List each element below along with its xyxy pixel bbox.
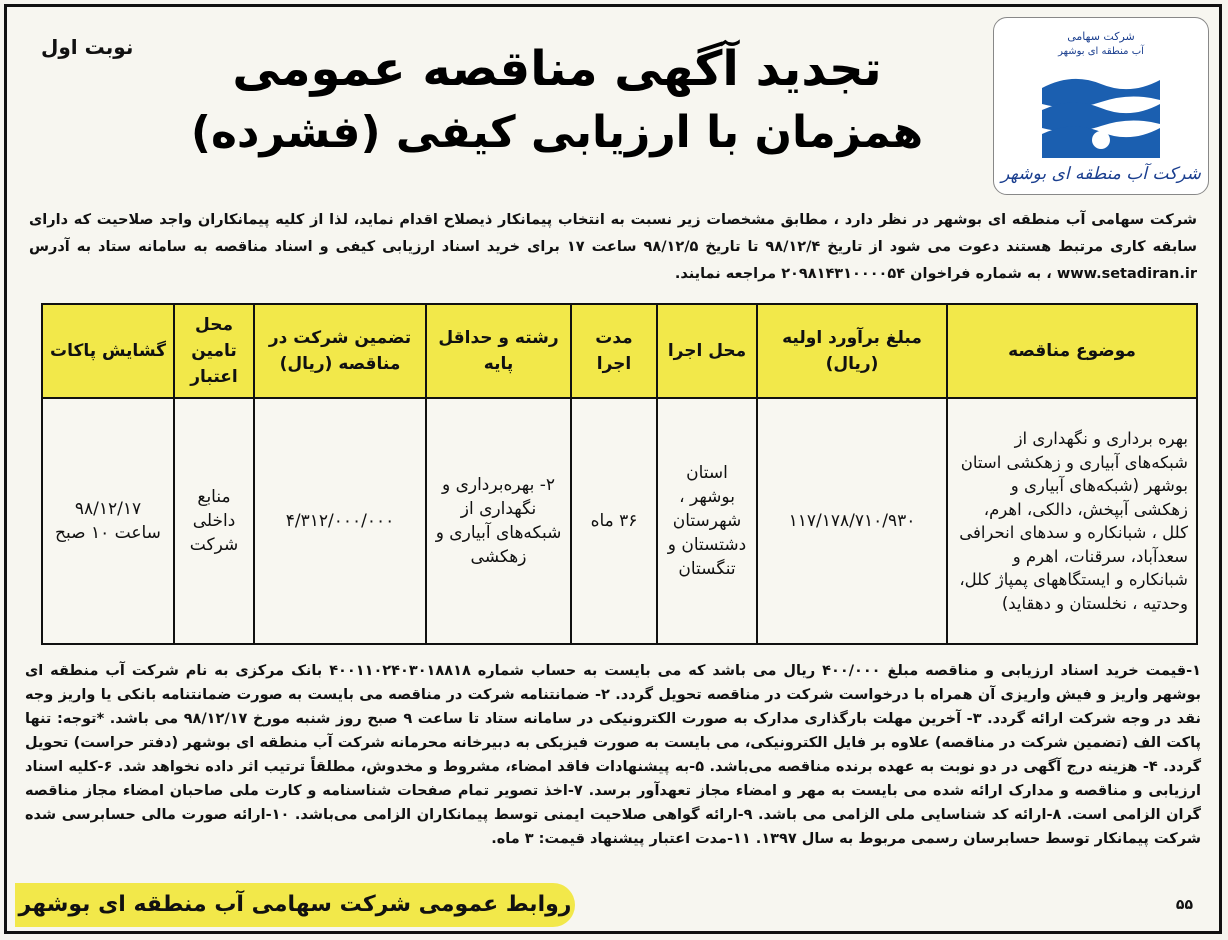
cell-subject: بهره برداری و نگهداری از شبکه‌های آبیاری و زهکشی استان بوشهر (شبکه‌های آبیاری و زهکشی آبپخش، دالکی، اهرم، کلل ، شبانکاره و سدهای انحرافی سعدآباد، سرقنات، اهرم و شبانکاره و ایستگاههای پمپاژ کلل، وحدتیه ، نخلستان و دهقاید) bbox=[947, 398, 1197, 644]
cell-funding: منابع داخلی شرکت bbox=[174, 398, 254, 644]
cell-field: ۲- بهره‌برداری و نگهداری از شبکه‌های آبیاری و زهکشی bbox=[426, 398, 571, 644]
cell-location: استان بوشهر ، شهرستان دشتستان و تنگستان bbox=[657, 398, 757, 644]
header-duration: مدت اجرا bbox=[571, 304, 657, 398]
intro-paragraph: شرکت سهامی آب منطقه ای بوشهر در نظر دارد ، مطابق مشخصات زیر نسبت به انتخاب پیمانکار ذیصلاح اقدام نماید، لذا از کلیه پیمانکاران واجد صلاحیت که دارای سابقه کاری مرتبط هستند دعوت می شود از تاریخ ۹۸/۱۲/۴ تا تاریخ ۹۸/۱۲/۵ ساعت ۱۷ برای خرید اسناد ارزیابی کیفی و اسناد مناقصه به سامانه ستاد به آدرس www.setadiran.ir ، به شماره فراخوان ۲۰۹۸۱۴۳۱۰۰۰۰۵۴ مراجعه نمایند. bbox=[29, 212, 1197, 282]
header-opening: گشایش پاکات bbox=[42, 304, 174, 398]
conditions-paragraph: ۱-قیمت خرید اسناد ارزیابی و مناقصه مبلغ ۴۰۰/۰۰۰ ریال می باشد که می بایست به حساب شماره ۴۰۰۱۱۰۲۴۰۳۰۱۸۸۱۸ بانک مرکزی به نام شرکت آب منطقه ای بوشهر واریز و فیش واریزی آن همراه با درخواست شرکت در مناقصه تحویل گردد. ۲- ضمانتنامه شرکت در مناقصه می بایست به صورت ضمانتنامه بانکی یا واریز وجه نقد در وجه شرکت ارائه گردد. ۳- آخرین مهلت بارگذاری مدارک به صورت الکترونیکی در سامانه ستاد تا ساعت ۹ صبح روز شنبه مورخ ۹۸/۱۲/۱۷ می باشد. *توجه: تنها پاکت الف (تضمین شرکت در مناقصه) علاوه بر فایل الکترونیکی، می بایست به صورت فیزیکی به دبیرخانه محرمانه شرکت آب منطقه ای بوشهر (دفتر حراست) تحویل گردد. ۴- هزینه درج آگهی در دو نوبت به عهده برنده مناقصه می‌باشد. ۵-به پیشنهادات فاقد امضاء، مشروط و مخدوش، مطلقاً ترتیب اثر داده نخواهد شد. ۶-کلیه اسناد ارزیابی و مناقصه و مدارک ارائه شده می بایست به مهر و امضاء مجاز تعهدآور برسد. ۷-اخذ تصویر تمام صفحات شناسنامه و کارت ملی صاحبان امضاء مجاز مناقصه گران الزامی است. ۸-ارائه کد شناسایی ملی الزامی می باشد. ۹-ارائه گواهی صلاحیت ایمنی توسط پیمانکاران الزامی می‌باشد. ۱۰-ارائه صورت مالی حسابرسی شده شرکت پیمانکار توسط حسابرسان رسمی مربوط به سال ۱۳۹۷. ۱۱-مدت اعتبار پیشنهاد قیمت: ۳ ماه. bbox=[25, 663, 1202, 847]
water-wave-icon bbox=[1042, 66, 1160, 158]
header-guarantee: تضمین شرکت در مناقصه (ریال) bbox=[254, 304, 426, 398]
cell-opening: ۹۸/۱۲/۱۷ ساعت ۱۰ صبح bbox=[42, 398, 174, 644]
header-location: محل اجرا bbox=[657, 304, 757, 398]
header-funding: محل تامین اعتبار bbox=[174, 304, 254, 398]
logo-top-text-2: آب منطقه ای بوشهر bbox=[1058, 46, 1144, 57]
cell-estimate: ۱۱۷/۱۷۸/۷۱۰/۹۳۰ bbox=[757, 398, 947, 644]
headline-title: تجدید آگهی مناقصه عمومی bbox=[232, 41, 882, 97]
header-estimate: مبلغ برآورد اولیه (ریال) bbox=[757, 304, 947, 398]
logo-company-name: شرکت آب منطقه ای بوشهر bbox=[1001, 164, 1201, 184]
tender-advertisement bbox=[4, 4, 1222, 934]
table-row bbox=[42, 398, 1197, 644]
company-logo bbox=[993, 17, 1209, 195]
tender-table bbox=[41, 303, 1198, 645]
logo-top-text: شرکت سهامی bbox=[1067, 30, 1135, 43]
page-number: ۵۵ bbox=[1175, 897, 1193, 913]
cell-duration: ۳۶ ماه bbox=[571, 398, 657, 644]
headline-subtitle: همزمان با ارزیابی کیفی (فشرده) bbox=[190, 107, 924, 158]
header-subject: موضوع مناقصه bbox=[947, 304, 1197, 398]
round-label: نوبت اول bbox=[41, 35, 134, 59]
public-relations-footer: روابط عمومی شرکت سهامی آب منطقه ای بوشهر bbox=[15, 883, 575, 927]
header-field: رشته و حداقل پایه bbox=[426, 304, 571, 398]
cell-guarantee: ۴/۳۱۲/۰۰۰/۰۰۰ bbox=[254, 398, 426, 644]
table-header-row bbox=[42, 304, 1197, 398]
